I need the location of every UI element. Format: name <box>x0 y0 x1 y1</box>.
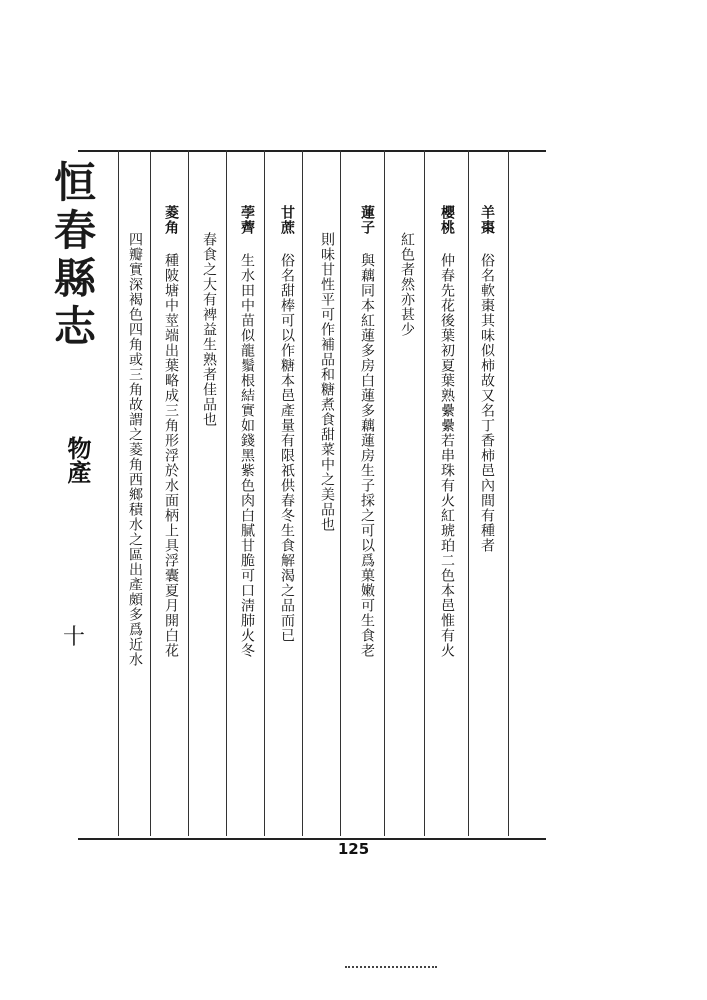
entry-column <box>118 232 152 918</box>
entry-term: 櫻桃 <box>439 205 455 235</box>
scan-artifact <box>345 966 437 970</box>
entry-column <box>430 205 464 891</box>
column-rule <box>384 150 385 836</box>
entry-text: 俗名甜棒可以作糖本邑產量有限祇供春冬生食解渴之品而已 <box>279 253 295 643</box>
entry-text: 與藕同本紅蓮多房白蓮多藕蓮房生子採之可以爲菓嫩可生食老 <box>359 253 375 658</box>
entry-text: 四瓣實深褐色四角或三角故謂之菱角西鄉積水之區出產頗多爲近水 <box>127 232 143 667</box>
entry-term: 菱角 <box>163 205 179 235</box>
entry-term: 蓮子 <box>359 205 375 235</box>
entry-column <box>230 205 264 891</box>
entry-column <box>390 232 424 918</box>
entry-term: 荸薺 <box>239 205 255 235</box>
column-rule <box>226 150 227 836</box>
entry-text: 紅色者然亦甚少 <box>399 232 415 337</box>
column-rule <box>188 150 189 836</box>
entry-column <box>270 205 304 891</box>
entry-column <box>350 205 384 891</box>
entry-text: 種陂塘中莖端出葉略成三角形浮於水面柄上具浮囊夏月開白花 <box>163 253 179 658</box>
folio-number: 十 <box>63 625 86 650</box>
entry-text: 春食之大有裨益生熟者佳品也 <box>201 232 217 427</box>
entry-column <box>154 205 188 891</box>
book-title: 恒春縣志 <box>48 160 97 352</box>
entry-text: 俗名軟棗其味似柿故又名丁香柿邑內間有種者 <box>479 253 495 553</box>
column-rule <box>264 150 265 836</box>
entry-text: 生水田中苗似龍鬚根結實如錢黑紫色肉白膩甘脆可口淸肺火冬 <box>239 253 255 658</box>
page-number: 125 <box>337 840 370 858</box>
entry-column <box>470 205 504 891</box>
column-rule <box>468 150 469 836</box>
column-rule <box>424 150 425 836</box>
entry-text: 則味甘性平可作補品和糖煮食甜菜中之美品也 <box>319 232 335 532</box>
entry-text: 仲春先花後葉初夏葉熟纍纍若串珠有火紅琥珀二色本邑惟有火 <box>439 253 455 658</box>
entry-term: 甘蔗 <box>279 205 295 235</box>
entry-term: 羊棗 <box>479 205 495 235</box>
entry-column <box>310 232 344 918</box>
section-label: 物產 <box>63 436 92 484</box>
entry-column <box>192 232 226 918</box>
column-rule <box>508 150 509 836</box>
